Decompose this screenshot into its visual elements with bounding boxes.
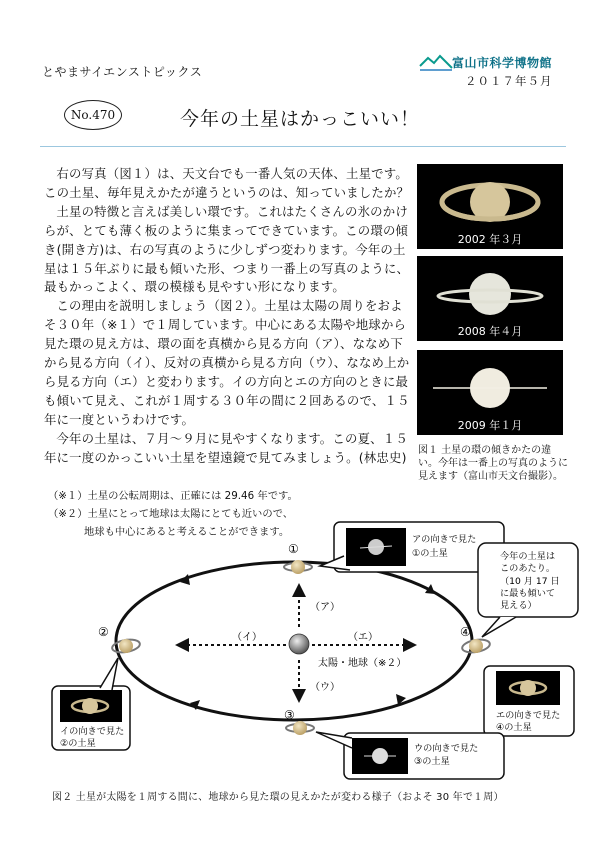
pos1-label: ① xyxy=(288,542,299,556)
bubble-u-line1: ウの向きで見た xyxy=(414,743,479,754)
photo-caption-2002: 2002 年３月 xyxy=(457,233,523,246)
bubble-now-line2: このあたり。 xyxy=(500,563,556,574)
dir-i-label: （イ） xyxy=(232,632,262,643)
museum-name: 富山市科学博物館 xyxy=(452,56,553,70)
bubble-e-line2: ④の土星 xyxy=(496,722,532,733)
series-name: とやまサイエンストピックス xyxy=(42,65,203,79)
dir-a-label: （ア） xyxy=(310,602,340,613)
issue-number-badge: No.470 xyxy=(64,100,122,130)
bubble-now-line3: （10 月 17 日 xyxy=(500,576,560,587)
page-title: 今年の土星はかっこいい！ xyxy=(180,108,421,130)
bubble-e-line1: エの向きで見た xyxy=(496,710,561,721)
paragraph-3: この理由を説明しましょう（図２）。土星は太陽の周りをおよそ３０年（※１）で１周しています。中心にある太陽や地球から見た環の見え方は、環の面を真横から見る方向（ア）、ななめ下から見る方向（イ）、反対の真横から見る方向（ウ）、ななめ上から見る方向（エ）と変わります。イの方向とエの方向のときに最も傾いて見え、これが１周する３０年の間に２回あるので、１５年に一度というわけです。 xyxy=(44,298,410,427)
bubble-a-line2: ①の土星 xyxy=(412,548,448,559)
bubble-a-line1: アの向きで見た xyxy=(412,534,477,545)
footnote-2: （※２）土星にとって地球は太陽にとても近いので、 xyxy=(48,508,294,520)
issue-date: ２０１７年５月 xyxy=(465,74,553,88)
paragraph-2: 土星の特徴と言えば美しい環です。これはたくさんの氷のかけらが、とても薄く板のように集まってできています。この環の傾き(開き方)は、右の写真のように少しずつ変わります。今年の土星は１５年ぶりに最も傾いた形、つまり一番上の写真のように、最もかっこよく、環の模様も見やすい形になります。 xyxy=(44,203,410,295)
sun-earth-icon xyxy=(289,634,309,654)
bubble-i-line1: イの向きで見た xyxy=(60,726,125,737)
center-label: 太陽・地球（※２） xyxy=(318,658,407,669)
photo-caption-2008: 2008 年４月 xyxy=(457,325,523,338)
bubble-now-line1: 今年の土星は xyxy=(500,551,556,562)
bubble-i-line2: ②の土星 xyxy=(60,738,96,749)
figure-1-caption: 図１ 土星の環の傾きかたの違い。今年は一番上の写真のように見えます（富山市天文台撮影）。 xyxy=(418,445,568,482)
bubble-now-line4: に最も傾いて xyxy=(500,588,556,599)
paragraph-4: 今年の土星は、７月～９月に見やすくなります。この夏、１５年に一度のかっこいい土星を望遠鏡で見てみましょう。(林忠史) xyxy=(44,430,408,465)
figure-2-caption: 図２ 土星が太陽を１周する間に、地球から見た環の見えかたが変わる様子（およそ 30 年で１周） xyxy=(52,792,504,803)
saturn-pos4-icon xyxy=(461,638,491,655)
pos2-label: ② xyxy=(98,625,109,639)
dir-e-label: （エ） xyxy=(348,632,378,643)
pos4-label: ④ xyxy=(460,625,471,639)
pos3-label: ③ xyxy=(284,708,295,722)
paragraph-1: 右の写真（図１）は、天文台でも一番人気の天体、土星です。この土星、毎年見えかたが違うというのは、知っていましたか？ xyxy=(44,166,410,200)
footnote-1: （※１）土星の公転周期は、正確には 29.46 年です。 xyxy=(48,490,298,502)
saturn-pos3-icon xyxy=(286,721,314,735)
bubble-now-line5: 見える） xyxy=(500,600,537,611)
bubble-u-line2: ③の土星 xyxy=(414,756,450,767)
dir-u-label: （ウ） xyxy=(310,682,340,693)
footnote-2-cont: 地球も中心にあると考えることができます。 xyxy=(84,526,290,538)
photo-caption-2009: 2009 年１月 xyxy=(457,419,523,432)
